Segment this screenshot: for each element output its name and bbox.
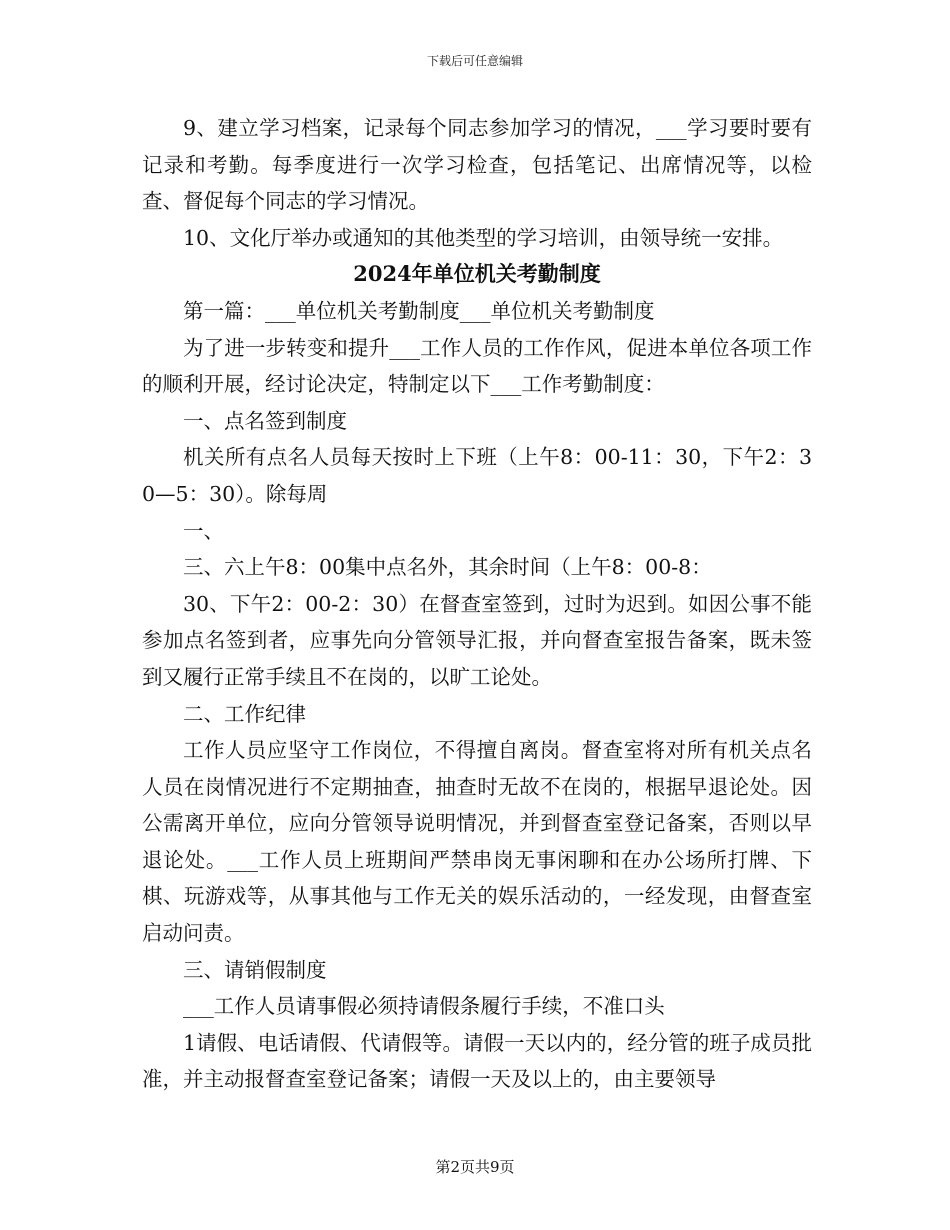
page-header: 下载后可任意编辑: [426, 54, 523, 68]
paragraph-fragment: 一、: [183, 518, 224, 543]
paragraph-leave-intro: ___工作人员请事假必须持请假条履行手续，不准口头: [183, 994, 665, 1019]
section-heading-roll-call: 一、点名签到制度: [183, 408, 347, 433]
paragraph-leave-rules: 1请假、电话请假、代请假等。请假一天以内的，经分管的班子成员批准，并主动报督查室登记备案；请假一天及以上的，由主要领导: [142, 1030, 812, 1092]
section-heading-discipline: 二、工作纪律: [183, 701, 306, 726]
paragraph-sign-in: 30、下午2：00-2：30）在督查室签到，过时为迟到。如因公事不能参加点名签到者，应事先向分管领导汇报，并向督查室报告备案，既未签到又履行正常手续且不在岗的，以旷工论处。: [142, 591, 812, 689]
paragraph-roll-call: 机关所有点名人员每天按时上下班（上午8：00-11：30，下午2：30—5：30）。除每周: [142, 445, 812, 506]
chapter-heading: 第一篇：___单位机关考勤制度___单位机关考勤制度: [183, 298, 655, 323]
paragraph-item-10: 10、文化厅举办或通知的其他类型的学习培训，由领导统一安排。: [183, 225, 784, 250]
paragraph-discipline: 工作人员应坚守工作岗位，不得擅自离岗。督查室将对所有机关点名人员在岗情况进行不定期抽查，抽查时无故不在岗的，根据早退论处。因公需离开单位，应向分管领导说明情况，并到督查室登记备案，否则以早退论处。___工作人员上班期间严禁串岗无事闲聊和在办公场所打牌、下棋、玩游戏等，从事其他与工作无关的娱乐活动的，一经发现，由督查室启动问责。: [142, 738, 812, 946]
document-body: [142, 110, 812, 1098]
paragraph-item-9: 9、建立学习档案，记录每个同志参加学习的情况，___学习要时要有记录和考勤。每季度进行一次学习检查，包括笔记、出席情况等，以检查、督促每个同志的学习情况。: [142, 116, 812, 214]
intro-paragraph: 为了进一步转变和提升___工作人员的工作作风，促进本单位各项工作的顺利开展，经讨论决定，特制定以下___工作考勤制度：: [142, 335, 812, 397]
paragraph-fragment: 三、六上午8：00集中点名外，其余时间（上午8：00-8：: [183, 555, 712, 580]
document-title: 2024年单位机关考勤制度: [353, 261, 601, 287]
page-footer: 第2页共9页: [435, 1158, 515, 1176]
section-heading-leave: 三、请销假制度: [183, 957, 327, 982]
